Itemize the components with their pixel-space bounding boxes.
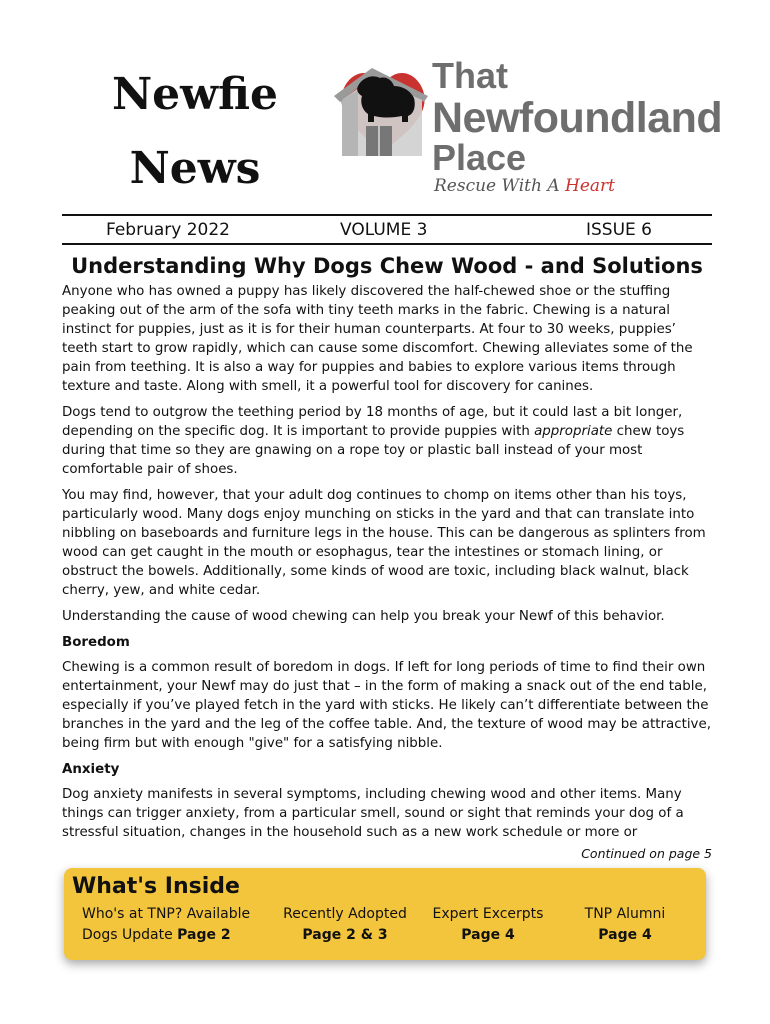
issue-rule-top [62,214,712,216]
inside-item-text: Expert Excerpts [432,906,544,922]
section-heading-anxiety: Anxiety [62,762,120,777]
article-emphasis: appropriate [534,424,613,439]
inside-item-recently-adopted[interactable] [276,904,414,946]
inside-item-tnp-update[interactable] [82,904,282,946]
issue-rule-bottom [62,243,712,245]
section-heading-boredom: Boredom [62,635,130,650]
inside-item-page: Page 4 [461,927,515,943]
inside-item-text: TNP Alumni [584,906,666,922]
article-paragraph: Understanding the cause of wood chewing can help you break your Newf of this behavior. [62,609,665,624]
inside-item-expert-excerpts[interactable] [426,904,550,946]
newsletter-title-line2: News [129,143,261,194]
inside-item-text: Recently Adopted [283,906,407,922]
house-heart-dog-icon [328,56,438,166]
inside-item-text: Who's at TNP? Available [82,906,251,922]
continued-on-page: Continued on page 5 [581,846,712,861]
article-text: chew toys during that time so they are gnawing on a rope toy or plastic ball instead of your most comfortable pair of shoes. [62,424,685,477]
article-headline: Understanding Why Dogs Chew Wood - and Solutions [71,254,703,278]
organization-logo [328,55,723,206]
inside-item-page: Page 2 & 3 [302,927,388,943]
logo-text-that: That [432,55,508,96]
inside-item-page: Page 4 [598,927,652,943]
logo-tagline [434,176,615,196]
logo-tagline-heart: Heart [565,176,615,196]
article-paragraph: Anyone who has owned a puppy has likely discovered the half-chewed shoe or the stuffing peaking out of the arm of the sofa with tiny teeth marks in the fabric. Chewing is a natural instinct for puppies, just as it is for their human counterparts. At four to 30 weeks, puppies’ teeth start to grow rapidly, which can cause some discomfort. Chewing alleviates some of the pain from teething. It is also a way for puppies and babies to explore various items through texture and taste. Along with smell, it a powerful tool for discovery for canines. [62,284,693,394]
issue-volume: VOLUME 3 [340,220,428,240]
issue-number: ISSUE 6 [586,220,652,240]
newsletter-title-line1: Newfie [111,69,279,120]
logo-text-place: Place [432,137,527,178]
article-text: Dogs tend to outgrow the teething period by 18 months of age, but it could last a bit longer, depending on the specific dog. It is important to provide puppies with [62,405,683,439]
whats-inside-box [64,868,706,960]
inside-item-page: Page 2 [177,927,231,943]
inside-item-tnp-alumni[interactable] [560,904,690,946]
whats-inside-title: What's Inside [72,874,240,899]
article-paragraph: Chewing is a common result of boredom in dogs. If left for long periods of time to find their own entertainment, your Newf may do just that – in the form of making a snack out of the end table, especially if you’ve played fetch in the yard with sticks. He likely can’t differentiate between the branches in the yard and the leg of the coffee table. And, the texture of wood may be attractive, being firm but with enough "give" for a satisfying nibble. [62,660,711,751]
article-paragraph [62,403,712,479]
issue-date: February 2022 [106,220,230,240]
inside-item-text: Dogs Update [82,927,178,943]
inside-item-text [82,925,282,946]
article-body [62,282,712,849]
issue-info-bar [62,218,712,242]
logo-text-newfoundland: Newfoundland [432,94,723,142]
article-paragraph: Dog anxiety manifests in several symptoms, including chewing wood and other items. Many things can trigger anxiety, from a particular smell, sound or sight that reminds your dog of a stressful situation, changes in the household such as a new work schedule or more or [62,787,684,840]
article-paragraph: You may find, however, that your adult dog continues to chomp on items other than his toys, particularly wood. Many dogs enjoy munching on sticks in the yard and that can translate into nibbling on baseboards and furniture legs in the house. This can be dangerous as splinters from wood can get caught in the mouth or esophagus, tear the intestines or stomach lining, or obstruct the bowels. Additionally, some kinds of wood are toxic, including black walnut, black cherry, yew, and white cedar. [62,488,706,598]
logo-tagline-prefix: Rescue With A [434,176,565,196]
newsletter-title [100,58,290,206]
